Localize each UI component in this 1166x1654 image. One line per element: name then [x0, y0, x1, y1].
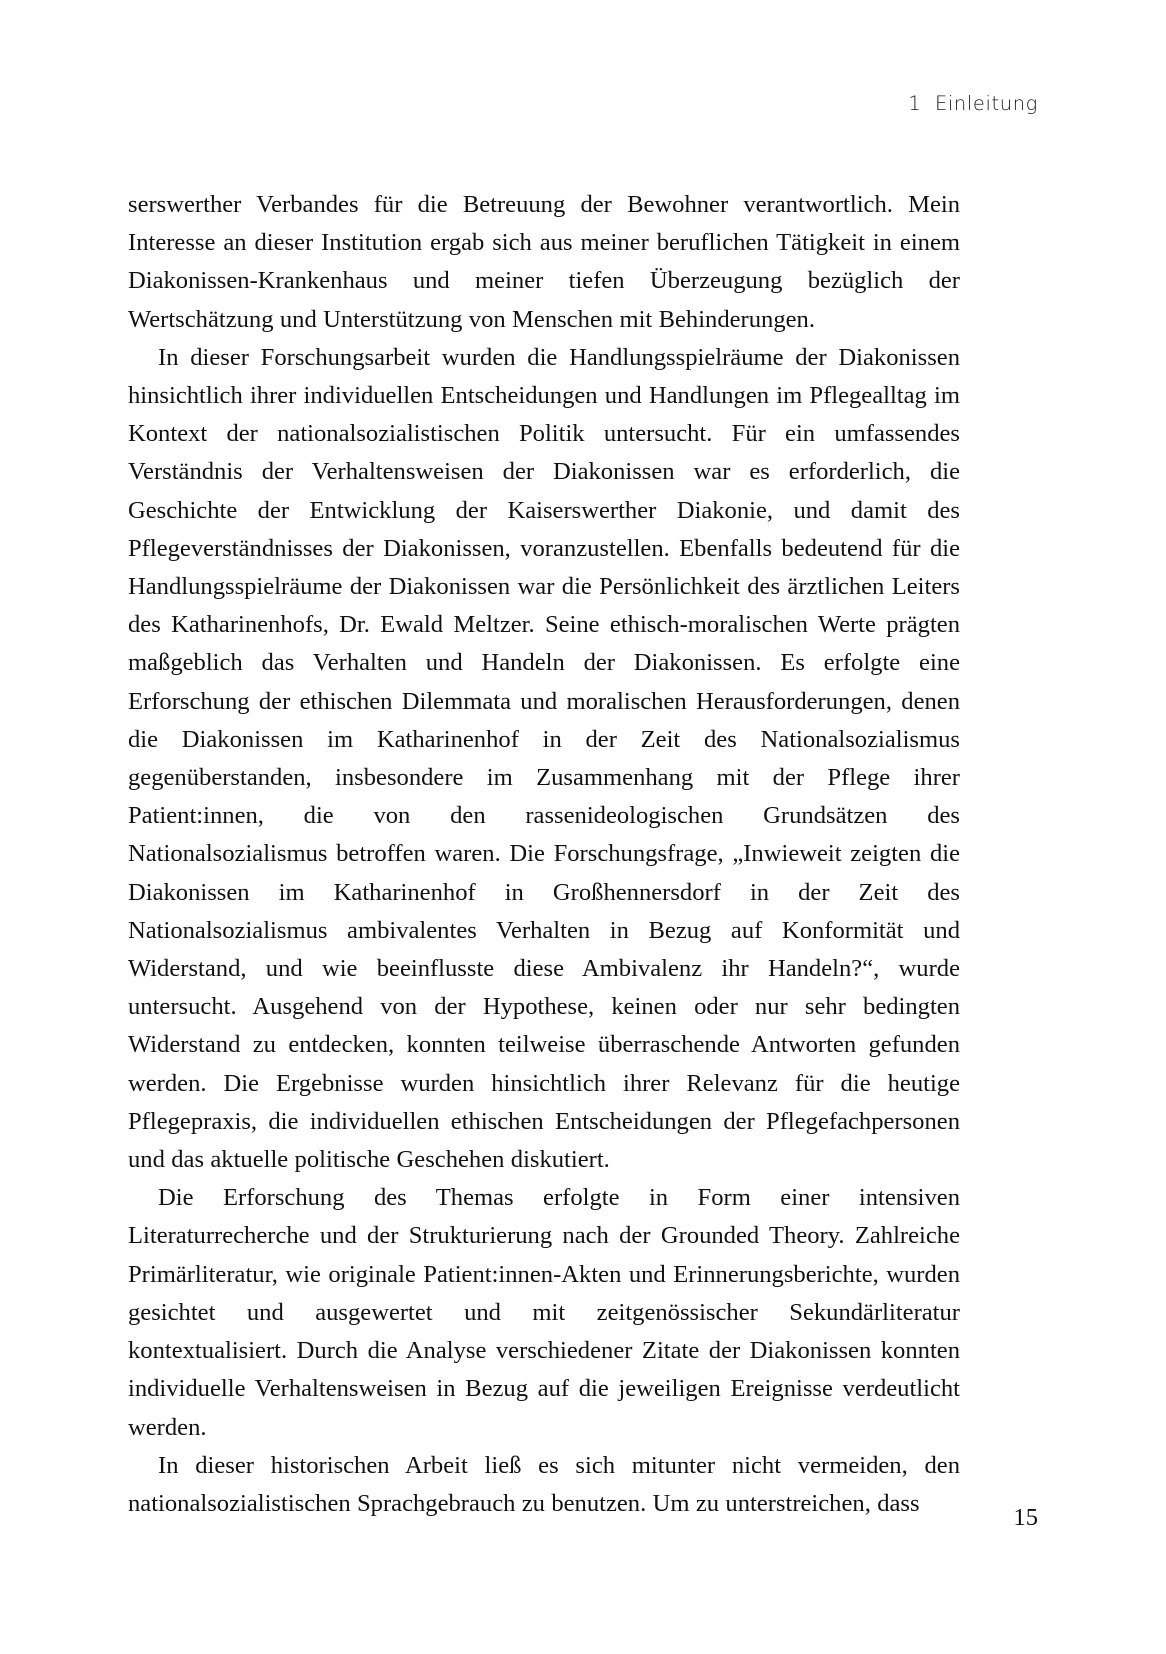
running-head: 1 Einleitung — [908, 92, 1038, 115]
body-text-block — [128, 186, 960, 1523]
paragraph: In dieser historischen Arbeit ließ es sich mitunter nicht vermeiden, den nationalsozialistischen Sprachgebrauch zu benutzen. Um zu unterstreichen, dass — [128, 1451, 960, 1517]
paragraph: Die Erforschung des Themas erfolgte in Form einer intensiven Literaturrecherche und der Strukturierung nach der Grounded Theory. Zahlreiche Primärliteratur, wie originale Patient:innen-Akten und Erinnerungsberichte, wurden gesichtet und ausgewertet und mit zeitgenössischer Sekundärliteratur kontextualisiert. Durch die Analyse verschiedener Zitate der Diakonissen konnten individuelle Verhaltensweisen in Bezug auf die jeweiligen Ereignisse verdeutlicht werden. — [128, 1184, 960, 1441]
page-number: 15 — [1013, 1504, 1038, 1531]
paragraph: serswerther Verbandes für die Betreuung der Bewohner verantwortlich. Mein Interesse an dieser Institution ergab sich aus meiner beruflichen Tätigkeit in einem Diakonissen-Krankenhaus und meiner tiefen Überzeugung bezüglich der Wertschätzung und Unterstützung von Menschen mit Behinderungen. — [128, 191, 960, 333]
paragraph: In dieser Forschungsarbeit wurden die Handlungsspielräume der Diakonissen hinsichtlich ihrer individuellen Entscheidungen und Handlungen im Pflegealltag im Kontext der nationalsozialistischen Politik untersucht. Für ein umfassendes Verständnis der Verhaltensweisen der Diakonissen war es erforderlich, die Geschichte der Entwicklung der Kaiserswerther Diakonie, und damit des Pflegeverständnisses der Diakonissen, voranzustellen. Ebenfalls bedeutend für die Handlungsspielräume der Diakonissen war die Persönlichkeit des ärztlichen Leiters des Katharinenhofs, Dr. Ewald Meltzer. Seine ethisch-moralischen Werte prägten maßgeblich das Verhalten und Handeln der Diakonissen. Es erfolgte eine Erforschung der ethischen Dilemmata und moralischen Herausforderungen, denen die Diakonissen im Katharinenhof in der Zeit des Nationalsozialismus gegenüberstanden, insbesondere im Zusammenhang mit der Pflege ihrer Patient:innen, die von den rassenideologischen Grundsätzen des Nationalsozialismus betroffen waren. Die Forschungsfrage, „Inwieweit zeigten die Diakonissen im Katharinenhof in Großhennersdorf in der Zeit des Nationalsozialismus ambivalentes Verhalten in Bezug auf Konformität und Widerstand, und wie beeinflusste diese Ambivalenz ihr Handeln?“, wurde untersucht. Ausgehend von der Hypothese, keinen oder nur sehr bedingten Widerstand zu entdecken, konnten teilweise überraschende Antworten gefunden werden. Die Ergebnisse wurden hinsichtlich ihrer Relevanz für die heutige Pflegepraxis, die individuellen ethischen Entscheidungen der Pflegefachpersonen und das aktuelle politische Geschehen diskutiert. — [128, 343, 960, 1174]
